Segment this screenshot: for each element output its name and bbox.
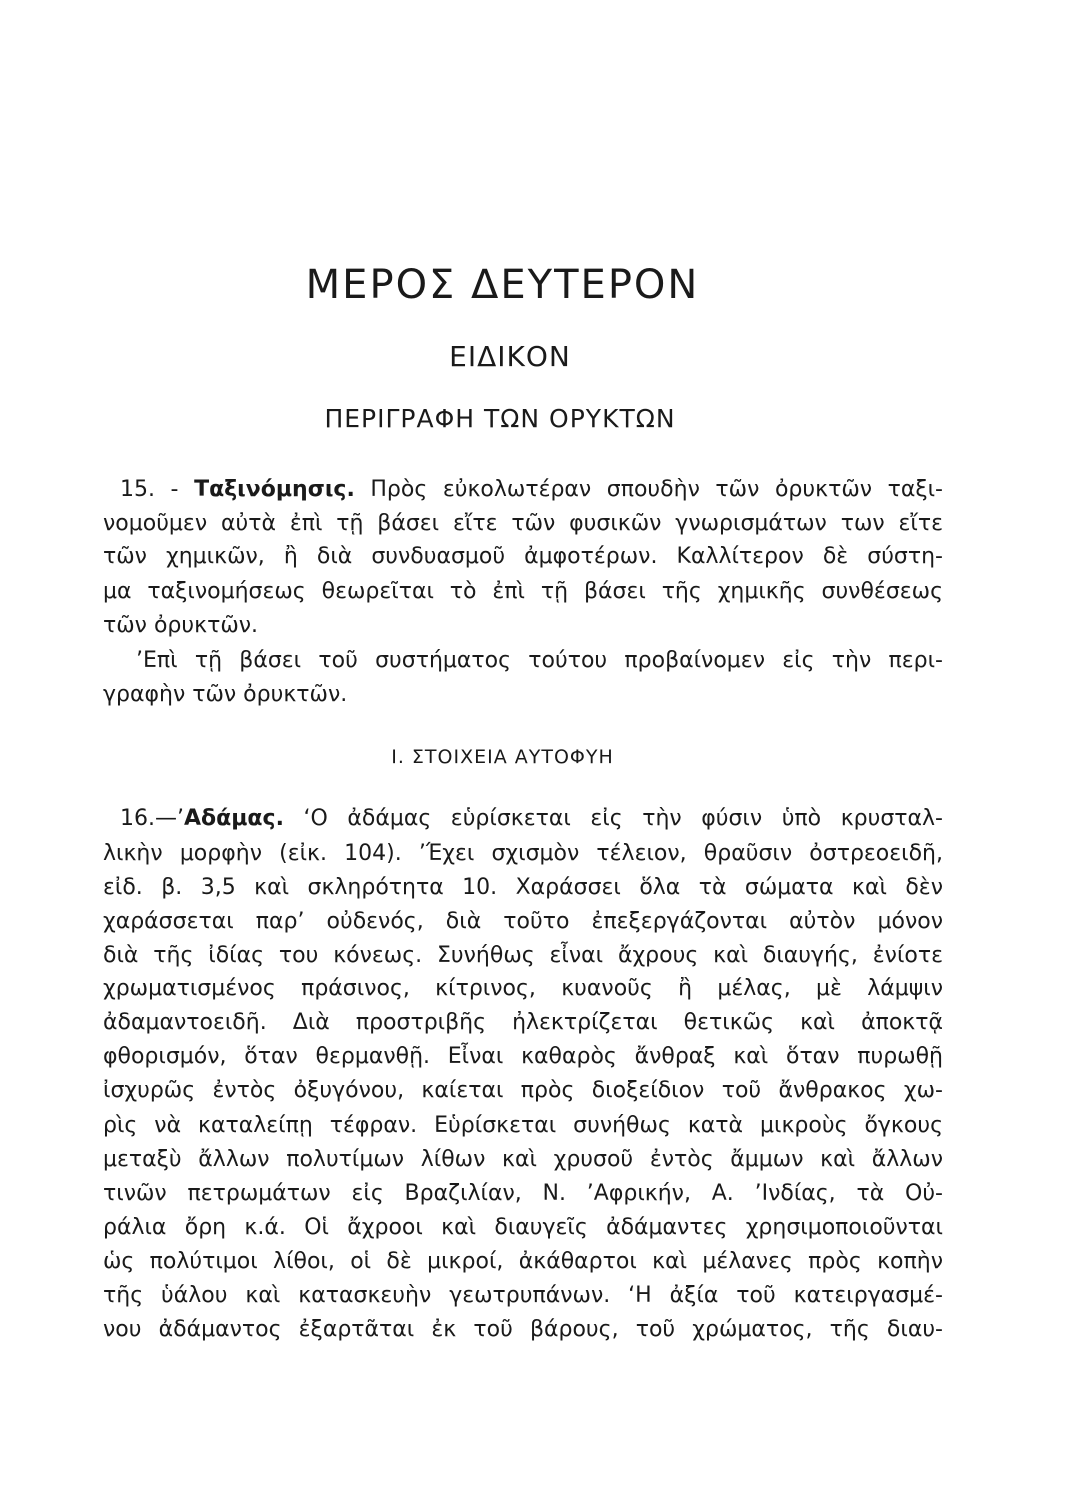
paragraph-16-line-3: εἰδ. β. 3,5 καὶ σκληρότητα 10. Χαράσσει ὅλα τὰ σώματα καὶ δὲν — [103, 875, 943, 900]
paragraph-16-line-12: τινῶν πετρωμάτων εἰς Βραζιλίαν, Ν. ’Αφρικήν, Α. ’Ινδίας, τὰ Οὐ- — [103, 1181, 943, 1206]
paragraph-16-line-4: χαράσσεται παρ’ οὐδενός, διὰ τοῦτο ἐπεξεργάζονται αὐτὸν μόνον — [103, 909, 943, 934]
paragraph-15b-line-1: ’Επὶ τῇ βάσει τοῦ συστήματος τούτου προβαίνομεν εἰς τὴν περι- — [136, 648, 943, 673]
paragraph-16-line-1: 16.—’Αδάμας. ‘Ο ἀδάμας εὑρίσκεται εἰς τὴν φύσιν ὑπὸ κρυσταλ- — [120, 806, 943, 831]
paragraph-16-line-8: φθορισμόν, ὅταν θερμανθῇ. Εἶναι καθαρὸς ἄνθραξ καὶ ὅταν πυρωθῇ — [103, 1044, 943, 1069]
paragraph-16-line-5: διὰ τῆς ἰδίας του κόνεως. Συνήθως εἶναι ἄχρους καὶ διαυγής, ἐνίοτε — [103, 943, 943, 968]
paragraph-16-line-6: χρωματισμένος πράσινος, κίτρινος, κυανοῦς ἢ μέλας, μὲ λάμψιν — [103, 976, 943, 1001]
paragraph-15b-line-2: γραφὴν τῶν ὀρυκτῶν. — [103, 682, 348, 707]
paragraph-16-line-7: ἀδαμαντοειδῆ. Διὰ προστριβῆς ἠλεκτρίζεται θετικῶς καὶ ἀποκτᾷ — [103, 1010, 943, 1035]
paragraph-16-term: Αδάμας. — [183, 806, 284, 831]
paragraph-15-term: Ταξινόμησις. — [194, 477, 355, 502]
paragraph-16-line-9: ἰσχυρῶς ἐντὸς ὀξυγόνου, καίεται πρὸς διοξείδιον τοῦ ἄνθρακος χω- — [103, 1078, 943, 1103]
paragraph-16-line-15: τῆς ὑάλου καὶ κατασκευὴν γεωτρυπάνων. ‘Η ἀξία τοῦ κατειργασμέ- — [103, 1283, 943, 1308]
part-subtitle: ΕΙΔΙΚΟΝ — [449, 340, 571, 373]
paragraph-16-line-11: μεταξὺ ἄλλων πολυτίμων λίθων καὶ χρυσοῦ ἐντὸς ἄμμων καὶ ἄλλων — [103, 1147, 943, 1172]
section-heading: ΠΕΡΙΓΡΑΦΗ ΤΩΝ ΟΡΥΚΤΩΝ — [324, 404, 676, 433]
paragraph-15-line-3: τῶν χημικῶν, ἢ διὰ συνδυασμοῦ ἀμφοτέρων. Καλλίτερον δὲ σύστη- — [103, 544, 943, 569]
paragraph-16-line-13: ράλια ὄρη κ.ά. Οἱ ἄχροοι καὶ διαυγεῖς ἀδάμαντες χρησιμοποιοῦνται — [103, 1215, 943, 1240]
paragraph-16-line-16: νου ἀδάμαντος ἐξαρτᾶται ἐκ τοῦ βάρους, τοῦ χρώματος, τῆς διαυ- — [103, 1317, 943, 1342]
paragraph-15-line-4: μα ταξινομήσεως θεωρεῖται τὸ ἐπὶ τῇ βάσει τῆς χημικῆς συνθέσεως — [103, 579, 943, 604]
part-title: ΜΕΡΟΣ ΔΕΥΤΕΡΟΝ — [305, 262, 700, 308]
paragraph-16-line-14: ὡς πολύτιμοι λίθοι, οἱ δὲ μικροί, ἀκάθαρτοι καὶ μέλανες πρὸς κοπὴν — [103, 1249, 943, 1274]
paragraph-15-number: 15. - — [120, 477, 195, 502]
paragraph-16-line-2: λικὴν μορφὴν (εἰκ. 104). ’Έχει σχισμὸν τέλειον, θραῦσιν ὀστρεοειδῆ, — [103, 841, 943, 866]
subsection-heading: Ι. ΣΤΟΙΧΕΙΑ ΑΥΤΟΦΥΗ — [391, 746, 614, 768]
paragraph-16-line-10: ρὶς νὰ καταλείπῃ τέφραν. Εὑρίσκεται συνήθως κατὰ μικροὺς ὄγκους — [103, 1113, 943, 1138]
paragraph-15-line-2: νομοῦμεν αὐτὰ ἐπὶ τῇ βάσει εἴτε τῶν φυσικῶν γνωρισμάτων των εἴτε — [103, 511, 943, 536]
paragraph-15-line-1: 15. - Ταξινόμησις. Πρὸς εὐκολωτέραν σπουδὴν τῶν ὀρυκτῶν ταξι- — [120, 477, 943, 502]
paragraph-16-number: 16.—’ — [120, 806, 184, 831]
paragraph-15-line-5: τῶν ὀρυκτῶν. — [103, 613, 259, 638]
